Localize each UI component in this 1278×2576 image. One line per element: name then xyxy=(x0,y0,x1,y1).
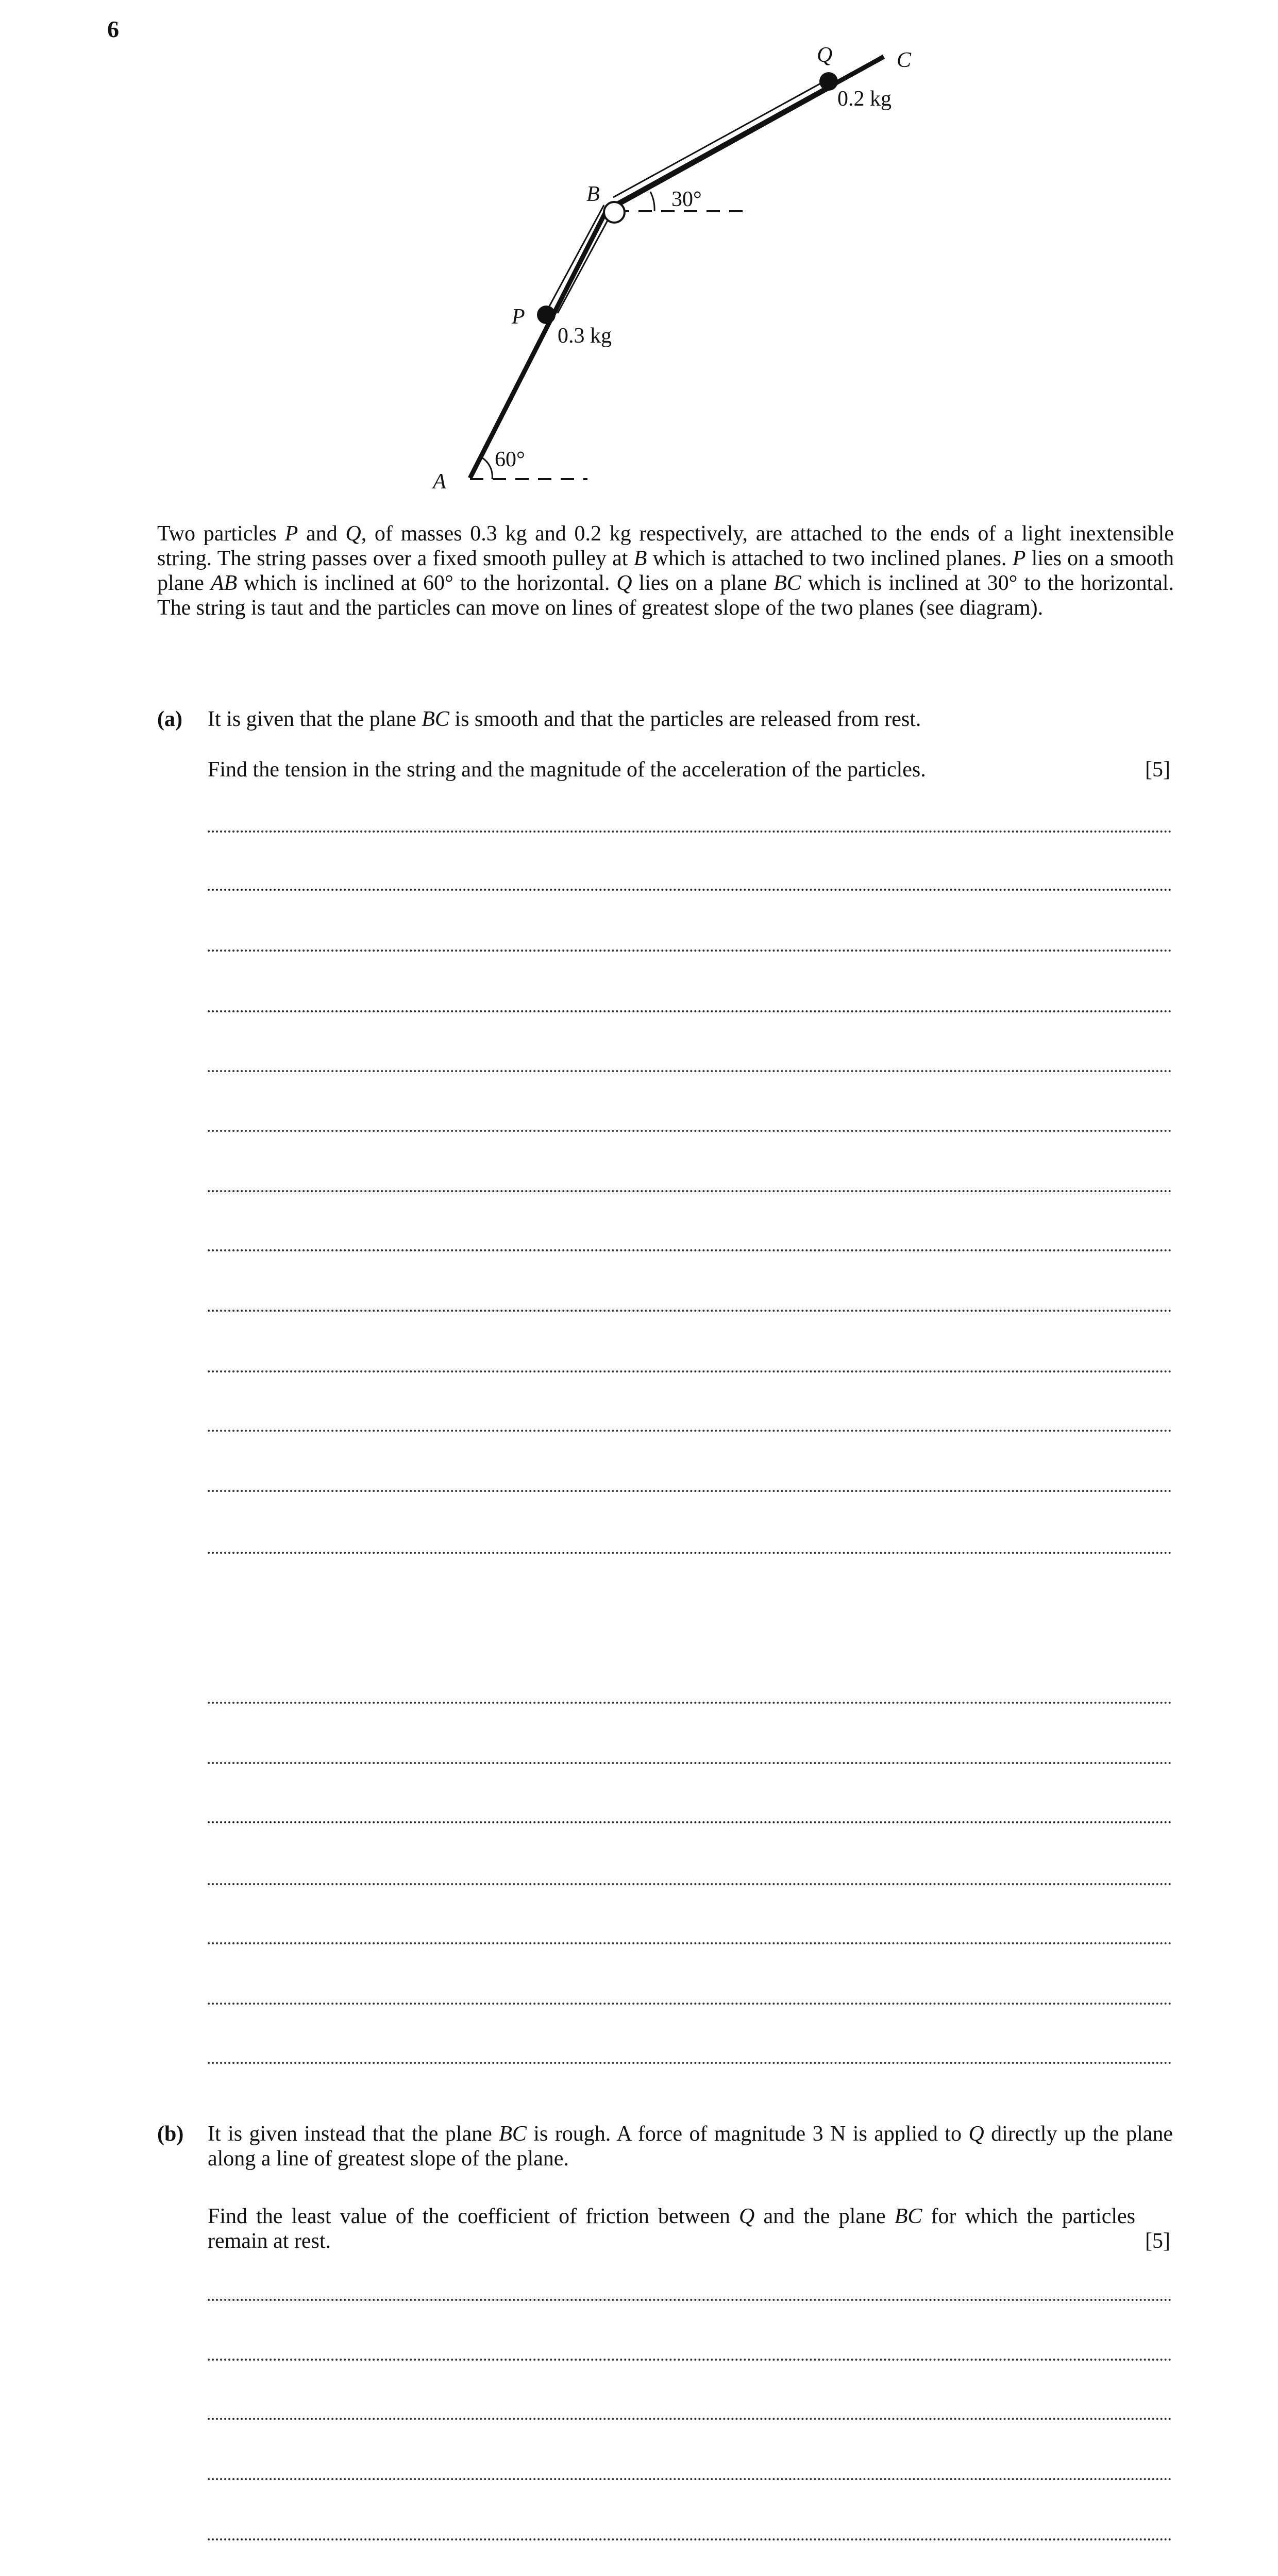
inclined-planes-diagram xyxy=(0,0,1278,515)
answer-line[interactable] xyxy=(208,1430,1172,1432)
answer-line[interactable] xyxy=(208,1702,1172,1704)
part-a-marks: [5] xyxy=(1145,758,1170,782)
plane-bc xyxy=(618,57,884,204)
part-b-question: Find the least value of the coefficient of friction between Q and the plane BC for which the particles remain at rest. xyxy=(208,2205,1136,2253)
label-mass-q: 0.2 kg xyxy=(837,87,892,111)
part-a-label: (a) xyxy=(157,707,182,731)
answer-line[interactable] xyxy=(208,1883,1172,1885)
part-a-question: Find the tension in the string and the magnitude of the acceleration of the particles. xyxy=(208,758,926,782)
string-bq-b xyxy=(618,89,831,206)
string-pb-b xyxy=(558,214,611,313)
part-b-marks: [5] xyxy=(1145,2229,1170,2253)
label-c: C xyxy=(897,48,912,72)
answer-line[interactable] xyxy=(208,889,1172,891)
answer-line[interactable] xyxy=(208,1190,1172,1192)
answer-line[interactable] xyxy=(208,1310,1172,1312)
answer-line[interactable] xyxy=(208,1010,1172,1012)
label-angle-b: 30° xyxy=(671,188,702,211)
answer-line[interactable] xyxy=(208,1552,1172,1554)
answer-line[interactable] xyxy=(208,2062,1172,2064)
answer-line[interactable] xyxy=(208,1490,1172,1492)
answer-line[interactable] xyxy=(208,2359,1172,2361)
string-bq-a xyxy=(613,80,827,197)
label-angle-a: 60° xyxy=(495,448,525,471)
answer-line[interactable] xyxy=(208,2299,1172,2301)
question-intro: Two particles P and Q, of masses 0.3 kg and 0.2 kg respectively, are attached to the ends of a light inextensible string. The string passes over a fixed smooth pulley at B which is attached to two inclined planes. P lies on a smooth plane AB which is inclined at 60° to the horizontal. Q lies on a plane BC which is inclined at 30° to the horizontal. The string is taut and the particles can move on lines of greatest slope of the two planes (see diagram). xyxy=(157,522,1174,620)
angle-arc-b xyxy=(650,192,654,211)
answer-line[interactable] xyxy=(208,1821,1172,1823)
answer-line[interactable] xyxy=(208,2003,1172,2005)
page-number: 6 xyxy=(107,16,119,42)
particle-q xyxy=(819,72,838,91)
answer-line[interactable] xyxy=(208,2538,1172,2540)
label-b: B xyxy=(586,182,600,206)
answer-line[interactable] xyxy=(208,1249,1172,1251)
label-p: P xyxy=(512,305,525,329)
part-a-statement: It is given that the plane BC is smooth and that the particles are released from rest. xyxy=(208,707,921,731)
string-pb-a xyxy=(548,205,604,308)
pulley-b xyxy=(604,202,625,223)
label-q: Q xyxy=(817,43,833,67)
answer-line[interactable] xyxy=(208,1370,1172,1372)
part-b-statement: It is given instead that the plane BC is rough. A force of magnitude 3 N is applied to Q directly up the plane along a line of greatest slope of the plane. xyxy=(208,2122,1173,2171)
answer-line[interactable] xyxy=(208,1130,1172,1132)
particle-p xyxy=(537,306,556,324)
angle-arc-a xyxy=(481,457,492,479)
answer-line[interactable] xyxy=(208,1942,1172,1944)
answer-line[interactable] xyxy=(208,2478,1172,2480)
answer-line[interactable] xyxy=(208,2418,1172,2420)
part-b-label: (b) xyxy=(157,2122,184,2146)
answer-line[interactable] xyxy=(208,1762,1172,1764)
answer-line[interactable] xyxy=(208,831,1172,833)
answer-line[interactable] xyxy=(208,1070,1172,1072)
label-mass-p: 0.3 kg xyxy=(558,324,612,348)
label-a: A xyxy=(433,470,446,494)
answer-line[interactable] xyxy=(208,950,1172,952)
